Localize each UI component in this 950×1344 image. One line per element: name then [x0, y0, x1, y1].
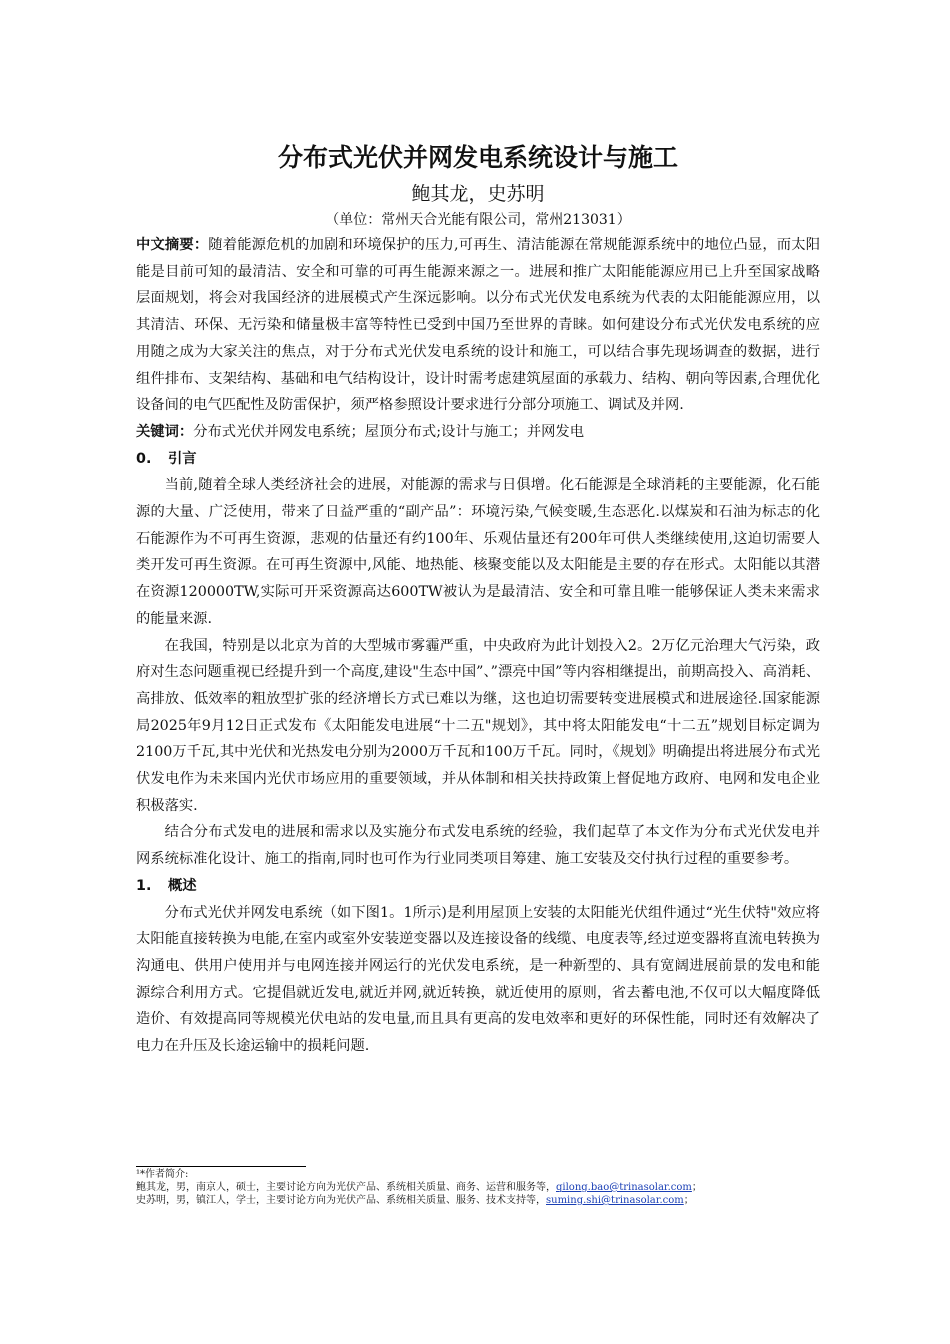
footnote-author-1-end: ； — [691, 1182, 702, 1193]
footnote-heading: ¹*作者简介: — [136, 1169, 189, 1180]
footnote-divider — [136, 1166, 306, 1167]
keywords — [136, 419, 820, 446]
footnote-author-2-text: 史苏明，男，镇江人，学士，主要讨论方向为光伏产品、系统相关质量、服务、技术支持等， — [136, 1195, 546, 1206]
email-link-1[interactable]: qilong.bao@trinasolar.com — [556, 1182, 692, 1193]
footnote-author-1 — [136, 1181, 820, 1194]
footnote-author-2 — [136, 1194, 820, 1207]
intro-paragraph-2: 在我国，特别是以北京为首的大型城市雾霾严重，中央政府为此计划投入2。2万亿元治理大气污染，政府对生态问题重视已经提升到一个高度,建设"生态中国”、”漂亮中国”等内容相继提出，前期高投入、高消耗、高排放、低效率的粗放型扩张的经济增长方式已难以为继，这也迫切需要转变进展模式和进展途径.国家能源局2025年9月12日正式发布《太阳能发电进展“十二五"规划》，其中将太阳能发电“十二五”规划目标定调为2100万千瓦,其中光伏和光热发电分别为2000万千瓦和100万千瓦。同时，《规划》明确提出将进展分布式光伏发电作为未来国内光伏市场应用的重要领域，并从体制和相关扶持政策上督促地方政府、电网和发电企业积极落实. — [136, 637, 820, 814]
paper-page — [136, 140, 820, 1060]
overview-paragraph-1: 分布式光伏并网发电系统（如下图1。1所示)是利用屋顶上安装的太阳能光伏组件通过“光生伏特"效应将太阳能直接转换为电能,在室内或室外安装逆变器以及连接设备的线缆、电度表等,经过逆变器将直流电转换为沟通电、供用户使用并与电网连接并网运行的光伏发电系统，是一种新型的、具有宽阔进展前景的发电和能源综合利用方式。它提倡就近发电,就近并网,就近转换，就近使用的原则，省去蓄电池,不仅可以大幅度降低造价、有效提高同等规模光伏电站的发电量,而且具有更高的发电效率和更好的环保性能，同时还有效解决了电力在升压及长途运输中的损耗问题. — [136, 904, 820, 1055]
section-title: 概述 — [168, 877, 197, 894]
section-heading-overview — [136, 873, 820, 900]
footnotes — [136, 1168, 820, 1207]
intro-paragraph-3: 结合分布式发电的进展和需求以及实施分布式发电系统的经验，我们起草了本文作为分布式光伏发电并网系统标准化设计、施工的指南,同时也可作为行业同类项目筹建、施工安装及交付执行过程的重要参考。 — [136, 824, 820, 868]
affiliation: （单位：常州天合光能有限公司，常州213031） — [325, 212, 631, 228]
section-number: 1. — [136, 877, 152, 894]
abstract — [136, 232, 820, 419]
keywords-label: 关键词： — [136, 423, 194, 440]
abstract-text: 随着能源危机的加剧和环境保护的压力,可再生、清洁能源在常规能源系统中的地位凸显，而太阳能是目前可知的最清洁、安全和可靠的可再生能源来源之一。进展和推广太阳能能源应用已上升至国家战略层面规划，将会对我国经济的进展模式产生深远影响。以分布式光伏发电系统为代表的太阳能能源应用，以其清洁、环保、无污染和储量极丰富等特性已受到中国乃至世界的青睐。如何建设分布式光伏发电系统的应用随之成为大家关注的焦点，对于分布式光伏发电系统的设计和施工，可以结合事先现场调查的数据，进行组件排布、支架结构、基础和电气结构设计，设计时需考虑建筑屋面的承载力、结构、朝向等因素,合理优化设备间的电气匹配性及防雷保护，须严格参照设计要求进行分部分项施工、调试及并网. — [136, 237, 821, 414]
section-number: 0. — [136, 450, 152, 467]
abstract-label: 中文摘要： — [136, 237, 209, 253]
author-list: 鲍其龙，史苏明 — [411, 183, 545, 205]
footnote-author-2-end: ； — [683, 1195, 694, 1206]
section-title: 引言 — [168, 450, 197, 467]
intro-paragraph-1: 当前,随着全球人类经济社会的进展，对能源的需求与日俱增。化石能源是全球消耗的主要能源，化石能源的大量、广泛使用，带来了日益严重的“副产品”：环境污染,气候变暖,生态恶化.以煤炭和石油为标志的化石能源作为不可再生资源，悲观的估量还有约100年、乐观估量还有200年可供人类继续使用,这迫切需要人类开发可再生资源。在可再生资源中,风能、地热能、核聚变能以及太阳能是主要的存在形式。太阳能以其潜在资源120000TW,实际可开采资源高达600TW被认为是最清洁、安全和可靠且唯一能够保证人类未来需求的能量来源. — [136, 477, 820, 627]
keywords-text: 分布式光伏并网发电系统；屋顶分布式;设计与施工；并网发电 — [193, 423, 585, 440]
section-heading-introduction — [136, 446, 820, 473]
footnote-author-1-text: 鲍其龙，男，南京人，硕士，主要讨论方向为光伏产品、系统相关质量、商务、运营和服务等， — [136, 1182, 556, 1193]
paper-title: 分布式光伏并网发电系统设计与施工 — [277, 143, 678, 172]
email-link-2[interactable]: suming.shi@trinasolar.com — [546, 1195, 684, 1206]
